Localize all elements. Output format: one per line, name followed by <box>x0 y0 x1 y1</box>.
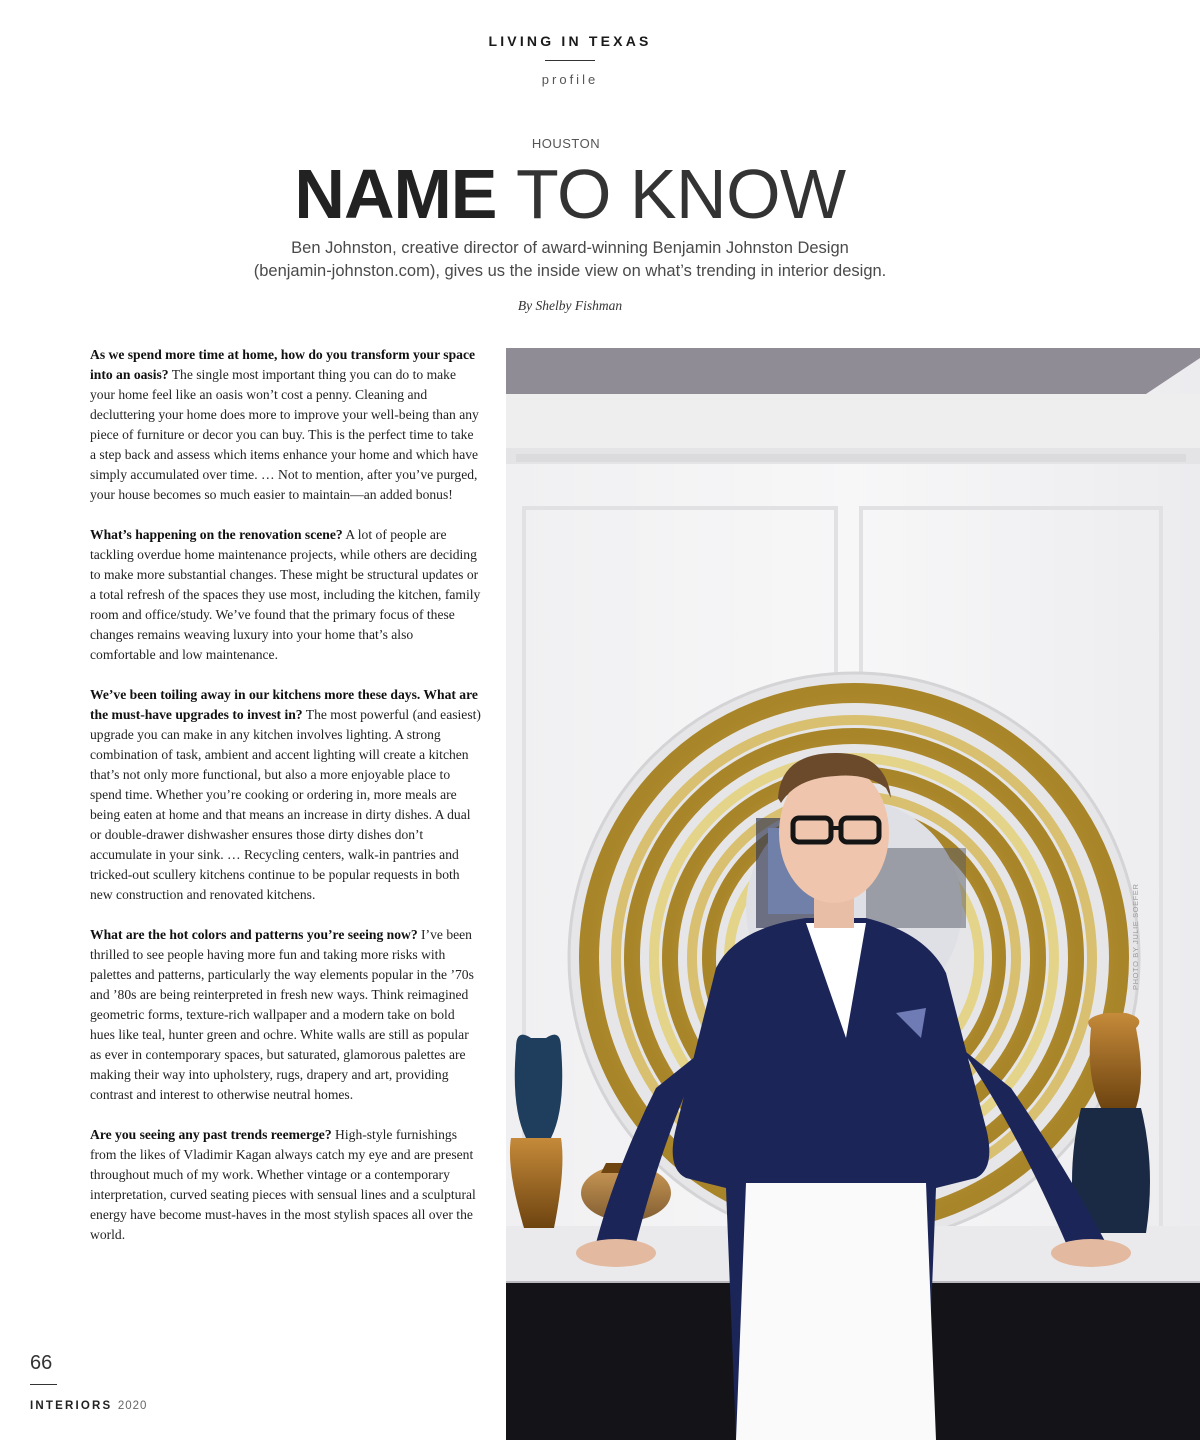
page-number: 66 <box>30 1352 53 1374</box>
question: As we spend more time at home, how do you transform your space into an oasis? <box>90 347 476 382</box>
section-subtitle: profile <box>541 72 599 87</box>
headline-bold: NAME <box>294 155 497 233</box>
portrait-photo <box>506 348 1200 1440</box>
question: What are the hot colors and patterns you’re seeing now? <box>90 927 418 942</box>
answer: High-style furnishings from the likes of Vladimir Kagan always catch my eye and are present throughout much of my work. Whether vintage or a contemporary interpretation, curved seating pieces with sensual lines and a sculptural energy have become must-haves in the most stylish spaces all over the world. <box>90 1127 476 1242</box>
headline <box>0 152 1140 236</box>
dentil-molding <box>516 454 1186 462</box>
ceiling <box>506 348 1200 394</box>
dek-line-1: Ben Johnston, creative director of award-winning Benjamin Johnston Design <box>291 239 849 257</box>
folio <box>30 1400 147 1412</box>
qa-paragraph <box>90 685 482 905</box>
dek <box>200 237 940 283</box>
answer: The most powerful (and easiest) upgrade you can make in any kitchen involves lighting. A strong combination of task, ambient and accent lighting will create a kitchen that’s not only more functional, but also a more enjoyable place to spend time. Whether you’re cooking or ordering in, more meals are being eaten at home and that means an increase in dirty dishes. A dual or double-drawer dishwasher ensures those dirty dishes don’t accumulate in your sink. … Recycling centers, walk-in pantries and tricked-out scullery kitchens continue to be popular requests in both new construction and renovated kitchens. <box>90 707 481 902</box>
city-label: HOUSTON <box>531 136 601 151</box>
section-divider <box>545 60 595 61</box>
answer: A lot of people are tackling overdue home maintenance projects, while others are deciding to make more substantial changes. These might be structural updates or a total refresh of the spaces they use most, including the kitchen, family room and office/study. We’ve found that the primary focus of these changes remains weaving luxury into your home that’s also comfortable and low maintenance. <box>90 527 481 662</box>
answer: I’ve been thrilled to see people having more fun and taking more risks with palettes and patterns, particularly the way elements popular in the ’70s and ’80s are being reinterpreted in fresh new ways. Think reimagined geometric forms, texture-rich wallpaper and a modern take on bold hues like teal, hunter green and ochre. White walls are still as popular as ever in contemporary spaces, but saturated, glamorous palettes are making their way into upholstery, rugs, drapery and art, providing contrast and interest to otherwise neutral homes. <box>90 927 474 1102</box>
issue-year: 2020 <box>117 1400 148 1412</box>
headline-light: TO KNOW <box>515 155 846 233</box>
qa-paragraph <box>90 525 482 665</box>
qa-paragraph <box>90 345 482 505</box>
byline: By Shelby Fishman <box>517 298 623 313</box>
answer: The single most important thing you can do to make your home feel like an oasis won’t cost a penny. Cleaning and decluttering your home does more to improve your well-being than any piece of furniture or decor you can buy. This is the perfect time to take a step back and assess which items enhance your home and which have simply accumulated over time. … Not to mention, after you’ve purged, your house becomes so much easier to maintain—an added bonus! <box>90 367 479 502</box>
page-number-rule <box>30 1384 57 1385</box>
photo-credit: PHOTO BY JULIE SOEFER <box>1131 883 1140 990</box>
qa-paragraph <box>90 1125 482 1245</box>
section-title: LIVING IN TEXAS <box>488 33 652 49</box>
article-body <box>90 345 482 1265</box>
question: What’s happening on the renovation scene? <box>90 527 343 542</box>
question: We’ve been toiling away in our kitchens more these days. What are the must-have upgrades to invest in? <box>90 687 478 722</box>
magazine-name: INTERIORS <box>30 1400 113 1412</box>
qa-paragraph <box>90 925 482 1105</box>
dek-line-2: (benjamin-johnston.com), gives us the inside view on what’s trending in interior design. <box>253 262 887 280</box>
question: Are you seeing any past trends reemerge? <box>90 1127 332 1142</box>
